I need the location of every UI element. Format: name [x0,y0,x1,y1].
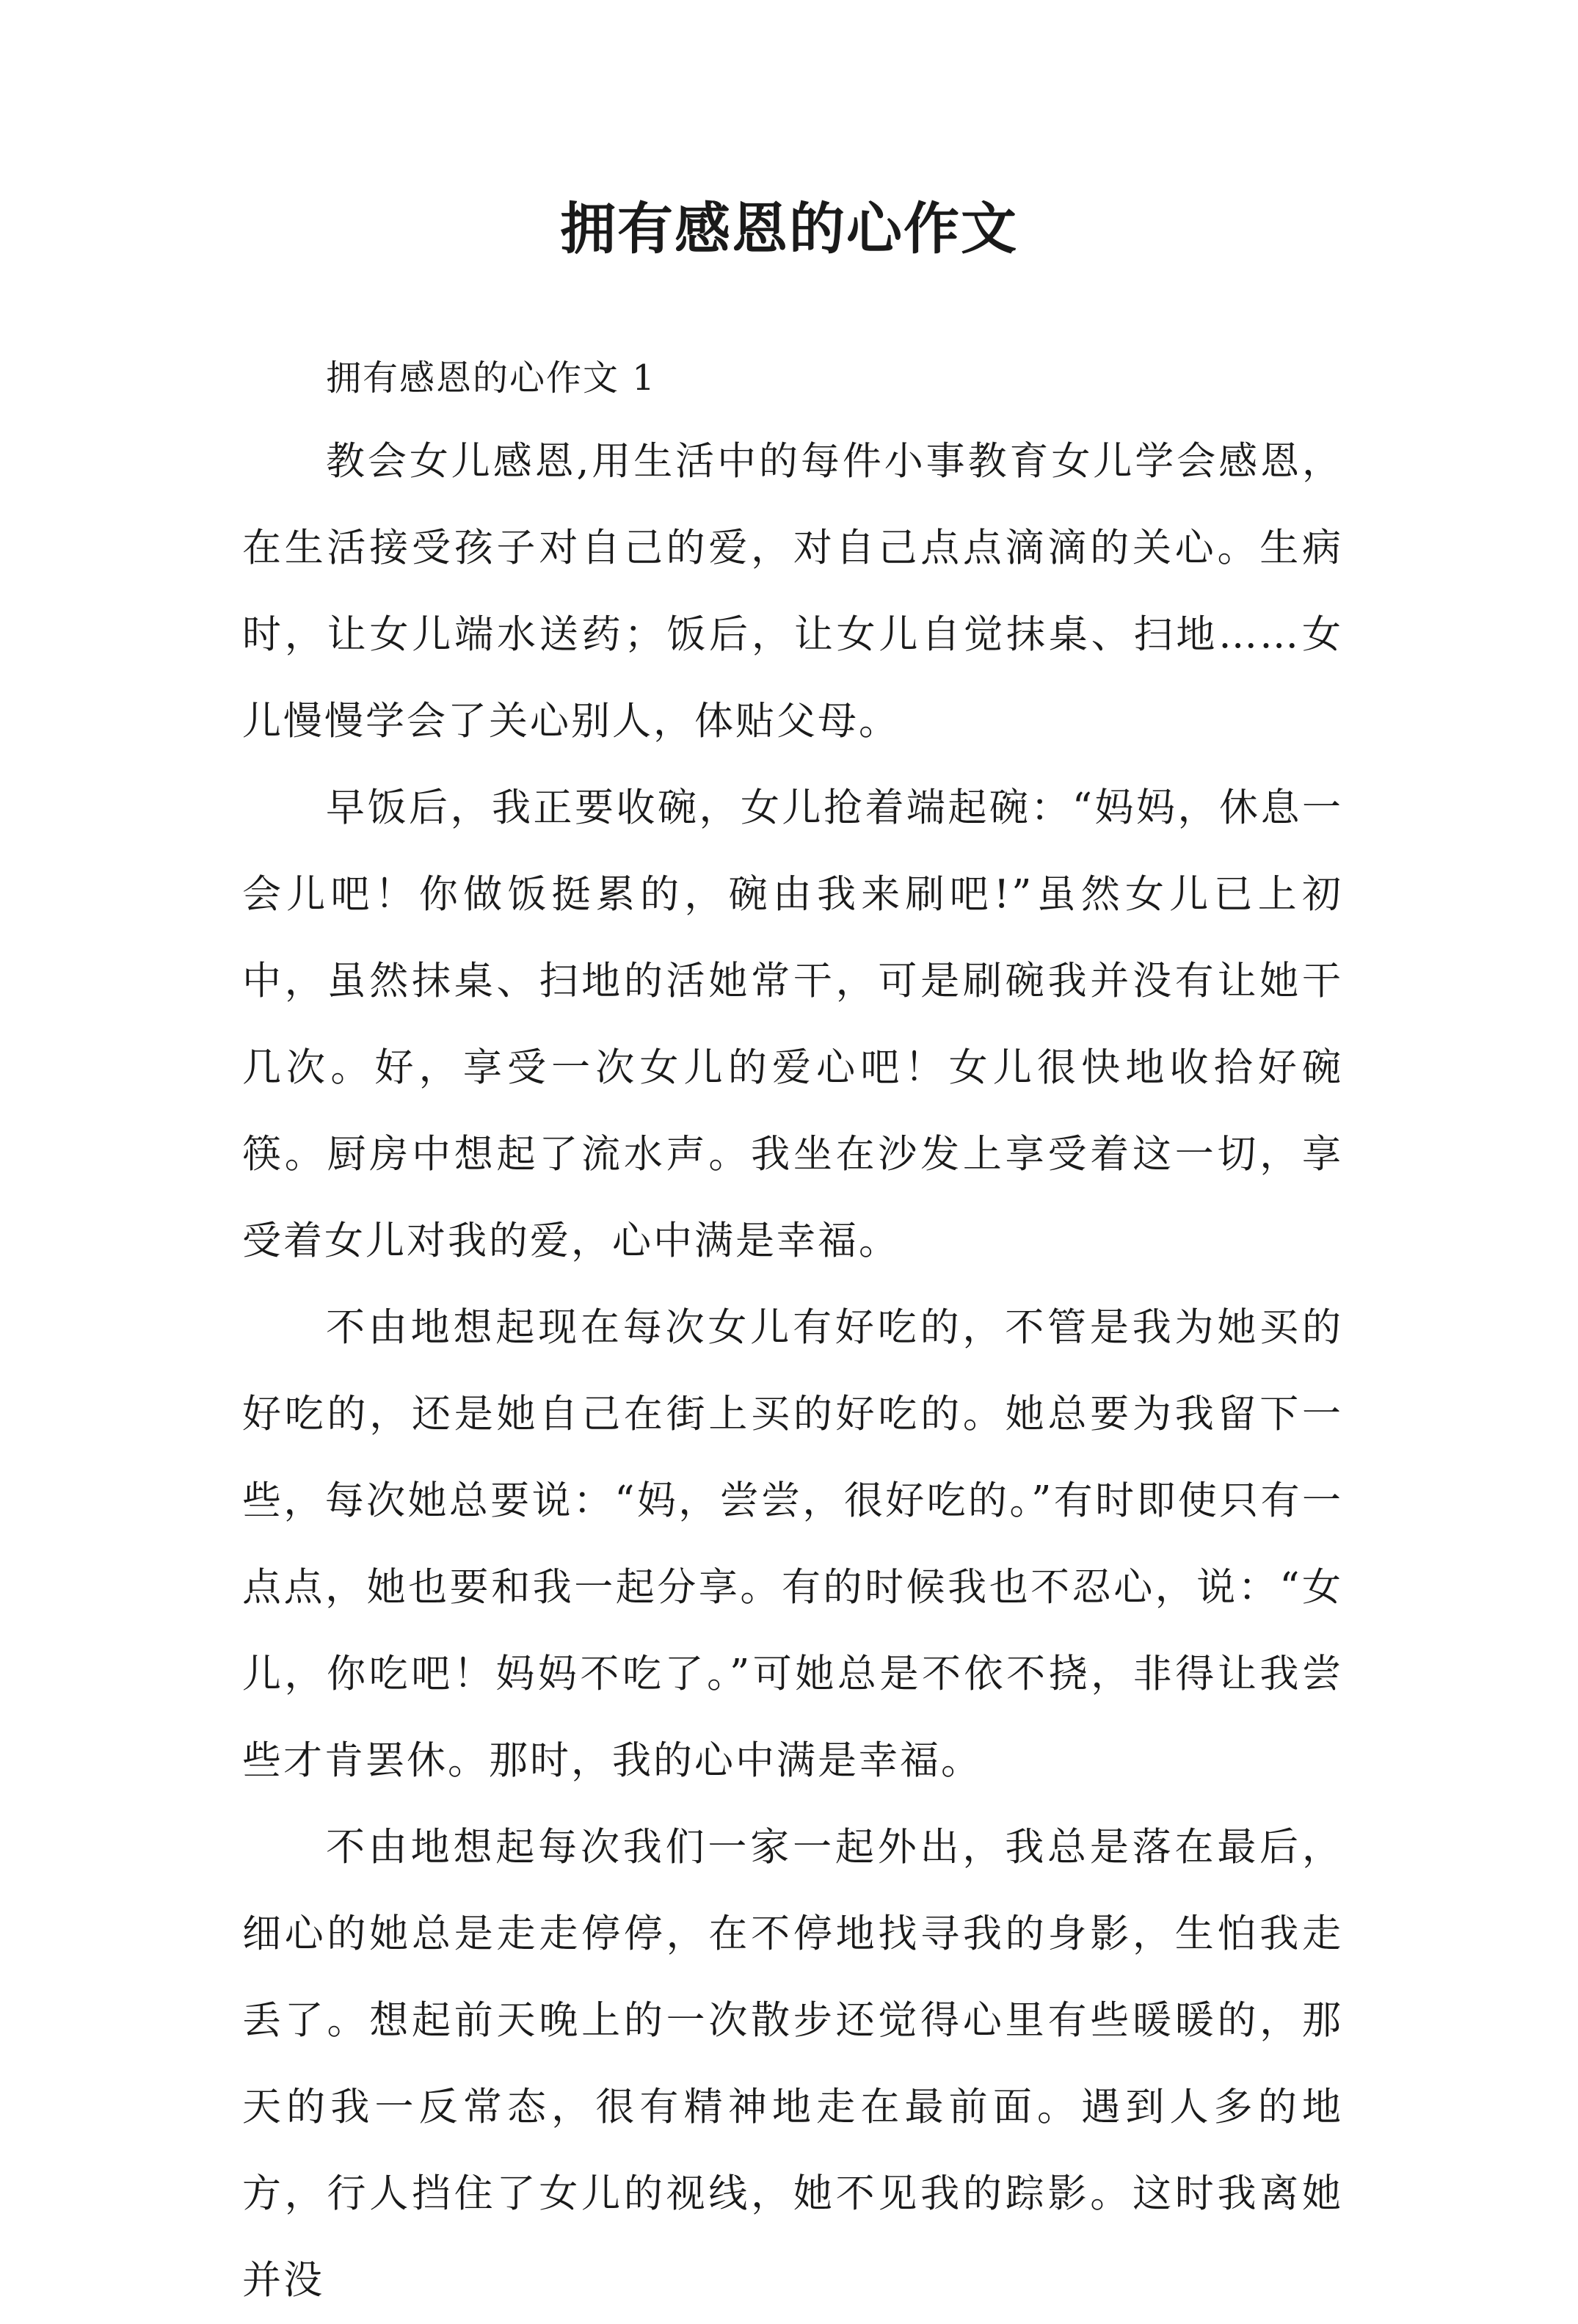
paragraph-2: 早饭后，我正要收碗，女儿抢着端起碗：“妈妈，休息一会儿吧！你做饭挺累的，碗由我来刷吧!”虽然女儿已上初中，虽然抹桌、扫地的活她常干，可是刷碗我并没有让她干几次。好，享受一次女儿的爱心吧！女儿很快地收拾好碗筷。厨房中想起了流水声。我坐在沙发上享受着这一切，享受着女儿对我的爱，心中满是幸福。 [242,785,1343,1263]
paragraph-4: 不由地想起每次我们一家一起外出，我总是落在最后，细心的她总是走走停停，在不停地找寻我的身影，生怕我走丢了。想起前天晚上的一次散步还觉得心里有些暖暖的，那天的我一反常态，很有精神地走在最前面。遇到人多的地方，行人挡住了女儿的视线，她不见我的踪影。这时我离她并没 [242,1825,1343,2303]
document-title: 拥有感恩的心作文 [560,196,1018,261]
document-body [242,338,1343,2324]
section-heading: 拥有感恩的心作文 1 [326,357,656,399]
paragraph-3: 不由地想起现在每次女儿有好吃的，不管是我为她买的好吃的，还是她自己在街上买的好吃的。她总要为我留下一些，每次她总要说：“妈，尝尝，很好吃的。”有时即使只有一点点，她也要和我一起分享。有的时候我也不忍心，说：“女儿，你吃吧！妈妈不吃了。”可她总是不依不挠，非得让我尝些才肯罢休。那时，我的心中满是幸福。 [242,1305,1343,1783]
paragraph-1: 教会女儿感恩,用生活中的每件小事教育女儿学会感恩，在生活接受孩子对自己的爱，对自己点点滴滴的关心。生病时，让女儿端水送药；饭后，让女儿自觉抹桌、扫地……女儿慢慢学会了关心别人，体贴父母。 [242,439,1343,744]
